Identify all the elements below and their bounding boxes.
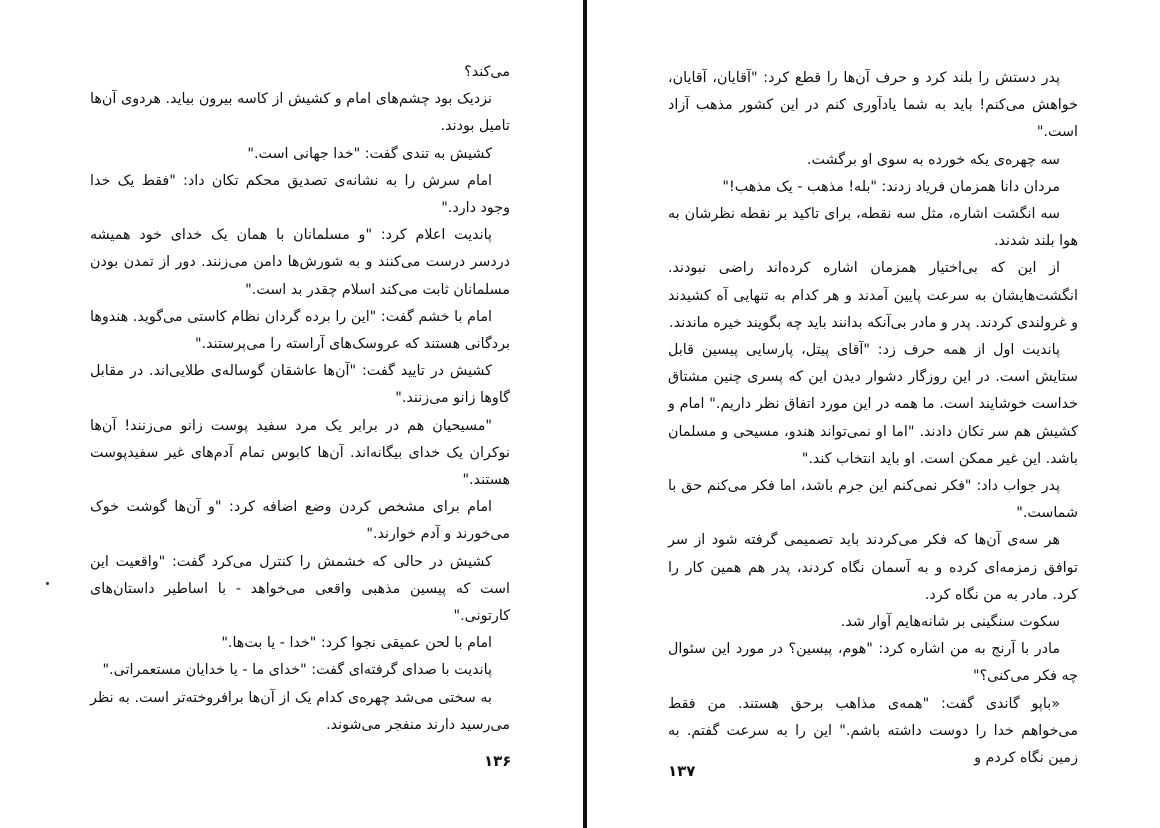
- right-page-text: [668, 65, 1078, 772]
- paragraph: سکوت سنگینی بر شانه‌هایم آوار شد.: [840, 614, 1060, 631]
- right-page: [588, 0, 1160, 828]
- paragraph: پدر جواب داد: "فکر نمی‌کنم این جرم باشد، اما فکر می‌کنم حق با شماست.": [668, 478, 1078, 522]
- paragraph: پاندیت اعلام کرد: "و مسلمانان با همان یک خدای خود همیشه دردسر درست می‌کنند و به شورش‌ها دامن می‌زنند. دور از تمدن بودن مسلمانان ثابت می‌کند اسلام چقدر بد است.": [90, 227, 510, 298]
- paragraph: پاندیت اول از همه حرف زد: "آقای پیتل، پارسایی پیسین قابل ستایش است. در این روزگار دشوار دیدن این که پسری چنین مشتاق خداست خوشایند است. ما همه در این مورد اتفاق نظر داریم." امام و کشیش هم سر تکان دادند. "اما او نمی‌تواند هندو، مسیحی و مسلمان باشد. این غیر ممکن است. او باید انتخاب کند.": [668, 342, 1078, 467]
- paragraph: "مسیحیان هم در برابر یک مرد سفید پوست زانو می‌زنند! آن‌ها نوکران یک خدای بیگانه‌اند. آن‌ها کابوس تمام آدم‌های غیر سفیدپوست هستند.": [90, 417, 510, 489]
- paragraph: کشیش در حالی که خشمش را کنترل می‌کرد گفت: "واقعیت این است که پیسین مذهبی واقعی می‌خواهد - با اساطیر داستان‌های کارتونی.": [90, 553, 510, 625]
- book-spine: [583, 0, 587, 828]
- page-number: ۱۳۷: [668, 762, 696, 780]
- paragraph: مادر با آرنج به من اشاره کرد: "هوم، پیسین؟ در مورد این سئوال چه فکر می‌کنی؟": [668, 641, 1078, 685]
- paragraph: می‌کند؟: [464, 64, 510, 80]
- paragraph: کشیش در تایید گفت: "آن‌ها عاشقان گوساله‌ی طلایی‌اند. در مقابل گاوها زانو می‌زنند.": [90, 363, 510, 407]
- paragraph: «باپو گاندی گفت: "همه‌ی مذاهب برحق هستند. من فقط می‌خواهم خدا را دوست داشته باشم." این را به سرعت گفتم. به زمین نگاه کردم و: [668, 695, 1078, 767]
- scan-speck: [46, 582, 49, 585]
- paragraph: امام با لحن عمیقی نجوا کرد: "خدا - یا بت‌ها.": [221, 635, 492, 652]
- paragraph: کشیش به تندی گفت: "خدا جهانی است.": [247, 145, 492, 162]
- paragraph: از این که بی‌اختیار همزمان اشاره کرده‌اند راضی نبودند. انگشت‌هایشان به سرعت پایین آمدند و هر کدام به تنهایی آه کشیدند و غرولندی کردند. پدر و مادر بی‌آنکه بدانند باید چه بگویند خیره ماندند.: [668, 260, 1078, 331]
- paragraph: پدر دستش را بلند کرد و حرف آن‌ها را قطع کرد: "آقایان، آقایان، خواهش می‌کنم! باید به شما یادآوری کنم در این کشور مذهب آزاد است.": [668, 70, 1078, 141]
- paragraph: مردان دانا همزمان فریاد زدند: "بله! مذهب - یک مذهب!": [722, 178, 1060, 195]
- paragraph: پاندیت با صدای گرفته‌ای گفت: "خدای ما - یا خدایان مستعمراتی.": [102, 662, 492, 679]
- paragraph: امام برای مشخص کردن وضع اضافه کرد: "و آن‌ها گوشت خوک می‌خورند و آدم خوارند.": [90, 499, 510, 543]
- paragraph: سه چهره‌ی یکه خورده به سوی او برگشت.: [806, 151, 1060, 168]
- paragraph: امام سرش را به نشانه‌ی تصدیق محکم تکان داد: "فقط یک خدا وجود دارد.": [90, 172, 510, 217]
- paragraph: امام با خشم گفت: "این را برده گردان نظام کاستی می‌گوید. هندوها بردگانی هستند که عروسک‌های آراسته را می‌پرستند.": [90, 308, 510, 353]
- left-page-text: [90, 59, 510, 739]
- paragraph: نزدیک بود چشم‌های امام و کشیش از کاسه بیرون بیاید. هردوی آن‌ها تامیل بودند.: [90, 91, 510, 135]
- page-number: ۱۳۶: [484, 752, 512, 770]
- paragraph: هر سه‌ی آن‌ها که فکر می‌کردند باید تصمیمی گرفته شود از سر توافق زمزمه‌ای کرده و به آسمان نگاه کردند، پدر هم همین کار را کرد. مادر به من نگاه کرد.: [668, 532, 1078, 603]
- paragraph: سه انگشت اشاره، مثل سه نقطه، برای تاکید بر نقطه نظرشان به هوا بلند شدند.: [668, 206, 1078, 250]
- paragraph: به سختی می‌شد چهره‌ی کدام یک از آن‌ها برافروخته‌تر است. به نظر می‌رسید دارند منفجر می‌شوند.: [90, 689, 510, 733]
